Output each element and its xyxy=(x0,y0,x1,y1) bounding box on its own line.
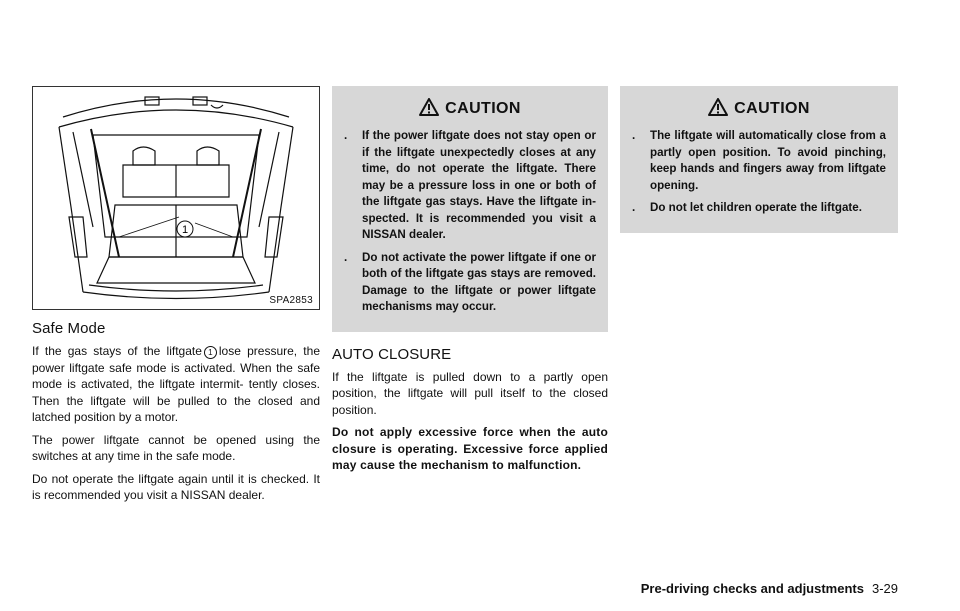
callout-marker: 1 xyxy=(204,346,217,359)
caution-title-2: CAUTION xyxy=(734,100,810,117)
bullet-dot: . xyxy=(344,129,348,142)
warning-triangle-icon xyxy=(419,98,439,116)
page-footer xyxy=(641,581,898,596)
caution-box-1 xyxy=(332,86,608,332)
caution-2-item xyxy=(632,128,886,194)
caution-2-item xyxy=(632,200,886,217)
footer-section-title: Pre-driving checks and adjustments xyxy=(640,581,864,596)
caution-heading-1 xyxy=(344,94,596,128)
figure-code: SPA2853 xyxy=(269,295,313,306)
auto-closure-heading: AUTO CLOSURE xyxy=(332,345,452,363)
safe-mode-paragraph-1 xyxy=(32,343,320,426)
auto-closure-warning-paragraph: Do not apply excessive force when the auto closure is operating. Excessive force applied may cause the mechanism to malfunction. xyxy=(332,425,608,472)
caution-1-item-text: If the power liftgate does not stay open or if the liftgate unexpectedly closes at any time, do not operate the liftgate. There may be a pressure loss in one or both of the liftgate gas stays. Have the liftgate in- spected. It is recommended you visit a NISSAN dealer. xyxy=(362,129,596,241)
warning-triangle-icon xyxy=(708,98,728,116)
caution-heading-2 xyxy=(632,94,886,128)
column-left xyxy=(32,86,320,510)
caution-title-1: CAUTION xyxy=(445,100,521,117)
caution-1-item-text: Do not activate the power liftgate if one or both of the liftgate gas stays are removed. Damage to the liftgate or power liftgate mechanisms may occur. xyxy=(362,250,596,313)
liftgate-illustration xyxy=(32,86,320,310)
caution-box-2 xyxy=(620,86,898,233)
safe-mode-paragraph-2: The power liftgate cannot be opened using the switches at any time in the safe mode. xyxy=(32,432,320,463)
safe-mode-para1-start: If the gas stays of the liftgate xyxy=(32,344,202,358)
column-middle xyxy=(332,86,608,480)
caution-1-item xyxy=(344,250,596,316)
caution-2-item-text: Do not let children operate the liftgate. xyxy=(650,201,862,214)
caution-2-item-text: The liftgate will automatically close from a partly open position. To avoid pinching, keep hands and fingers away from liftgate opening. xyxy=(650,129,886,192)
bullet-dot: . xyxy=(632,201,636,214)
bullet-dot: . xyxy=(632,129,636,142)
caution-1-item xyxy=(344,128,596,244)
safe-mode-paragraph-3: Do not operate the liftgate again until it is checked. It is recommended you visit a NISSAN dealer. xyxy=(32,471,320,502)
bullet-dot: . xyxy=(344,250,348,264)
column-right xyxy=(620,86,898,233)
vehicle-rear-open-liftgate-drawing xyxy=(33,87,319,309)
safe-mode-heading: Safe Mode xyxy=(32,320,106,337)
safe-mode-para1-end: lose pressure, the power liftgate safe mode is activated. When the safe mode is activated, the liftgate intermit- tently closes. Then the liftgate will be pulled to the closed and latched position by a motor. xyxy=(32,344,320,424)
page-number: 3-29 xyxy=(871,581,898,596)
auto-closure-paragraph-1: If the liftgate is pulled down to a partly open position, the liftgate will pull itself to the closed position. xyxy=(332,369,608,417)
figure-marker-label: 1 xyxy=(181,224,189,236)
